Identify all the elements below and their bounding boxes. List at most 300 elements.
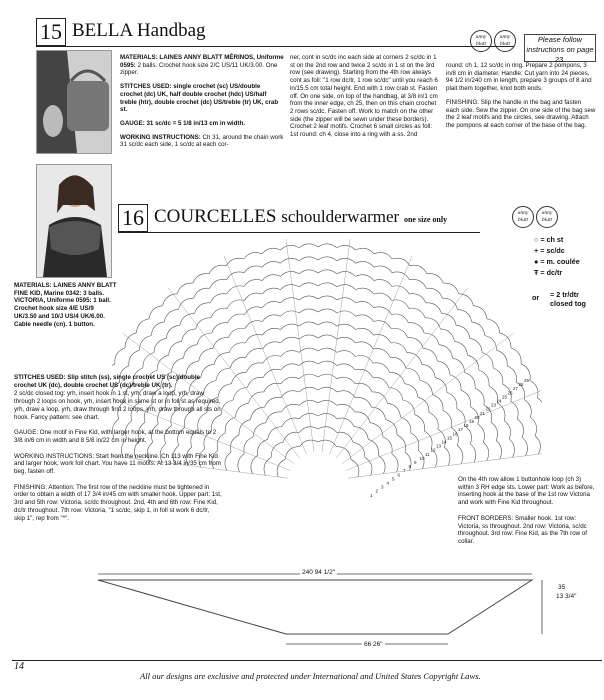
chart-scallop xyxy=(391,314,408,323)
pattern-number-16: 16 xyxy=(118,204,148,232)
chart-scallop xyxy=(149,306,163,319)
chart-scallop xyxy=(337,391,355,398)
chart-scallop xyxy=(154,338,166,352)
size-schematic xyxy=(92,570,604,652)
chart-scallop xyxy=(318,400,337,405)
chart-scallop xyxy=(356,315,374,322)
courcelles-gauge: GAUGE: One motif in Fine Kid, with larger hook, at the bottom equals to 2 3/8 in/6 cm in width and 8 5/8 in/22 cm in height. xyxy=(14,429,217,444)
chart-scallop xyxy=(355,397,372,407)
chart-scallop xyxy=(470,444,476,463)
chart-scallop xyxy=(318,322,337,326)
chart-scallop xyxy=(318,296,337,300)
chart-scallop xyxy=(390,357,406,368)
chart-scallop xyxy=(475,388,484,405)
schematic-height-in: 13 3/4" xyxy=(556,593,577,600)
chart-scallop xyxy=(318,387,337,392)
chart-scallop xyxy=(504,421,510,439)
chart-scallop xyxy=(405,384,418,398)
chart-scallop xyxy=(281,377,299,384)
chart-scallop xyxy=(500,333,511,348)
chart-scallop xyxy=(318,374,337,379)
chart-scallop xyxy=(354,427,368,440)
chart-scallop xyxy=(407,353,422,365)
chart-scallop xyxy=(253,423,266,437)
bella-column-3 xyxy=(446,62,596,130)
chart-scallop xyxy=(410,279,427,288)
chart-row-number: 8 xyxy=(408,464,412,470)
chart-scallop xyxy=(139,336,151,351)
chart-scallop xyxy=(433,395,444,411)
bella-finishing: FINISHING: Slip the handle in the bag and fasten each side. Sew the zipper. On one side of the bag sew the 2 leaf motifs and the circles, see drawing. Attach the pompons at each corner of the base of the bag. xyxy=(446,98,596,129)
chart-scallop xyxy=(280,258,299,263)
chart-scallop xyxy=(391,343,407,353)
bella-materials-label: MATERIALS: LAINES ANNY BLATT MÉRINOS, Uniforme 0595: xyxy=(120,54,284,69)
chart-row-number: 28 xyxy=(518,382,524,388)
chart-scallop xyxy=(496,441,501,460)
chart-scallop xyxy=(530,381,538,398)
legend-closed-tog: = 2 tr/dtr closed tog xyxy=(550,290,586,308)
chart-scallop xyxy=(411,433,419,450)
chart-scallop xyxy=(299,374,318,379)
chart-scallop xyxy=(318,244,337,248)
chart-scallop xyxy=(143,353,154,368)
schematic-bottom-width: 66 26" xyxy=(364,641,383,648)
chart-scallop xyxy=(337,311,356,316)
chart-scallop xyxy=(196,318,211,329)
chart-scallop xyxy=(318,348,337,352)
chart-row-number: 19 xyxy=(469,419,475,424)
chart-motif-line xyxy=(322,239,350,452)
pattern-number-15: 15 xyxy=(36,18,66,46)
courcelles-left-column xyxy=(14,282,118,328)
chart-scallop xyxy=(356,261,374,267)
chart-scallop xyxy=(282,418,299,427)
chart-scallop xyxy=(213,338,229,349)
chart-scallop xyxy=(318,309,337,313)
chart-scallop xyxy=(246,349,263,358)
chart-scallop xyxy=(374,335,391,343)
chart-scallop xyxy=(280,245,299,250)
chart-scallop xyxy=(337,324,356,329)
chart-scallop xyxy=(163,294,178,306)
bella-working-text: Ch 31, around the chain work 31 sc/dc each side, 1 sc/dc at each cor- xyxy=(120,133,284,149)
chart-scallop xyxy=(299,309,318,313)
chart-scallop xyxy=(383,437,392,454)
chart-scallop xyxy=(401,417,411,433)
bella-col3-text: round: ch 1, 12 sc/dc in ring. Prepare 2 pompons, 3 in/8 cm in diameter. Handle: Cut yarn into 24 pieces, 94 1/2 in/240 cm in length, prepare 3 groups of 8 and plait them together, knot both ends. xyxy=(446,62,592,93)
chart-scallop xyxy=(371,407,385,420)
chart-scallop xyxy=(299,348,318,352)
chart-scallop xyxy=(209,265,226,273)
legend-dc: Ŧ = dc/tr xyxy=(534,268,563,277)
chart-scallop xyxy=(228,328,245,337)
page-number: 14 xyxy=(14,661,24,672)
chart-scallop xyxy=(164,309,178,322)
chart-scallop xyxy=(262,248,281,254)
chart-scallop xyxy=(374,252,392,259)
chart-scallop xyxy=(487,319,500,333)
chart-scallop xyxy=(337,404,355,412)
chart-scallop xyxy=(262,301,280,307)
chart-scallop xyxy=(262,288,280,294)
chart-scallop xyxy=(374,307,392,315)
chart-scallop xyxy=(459,294,474,306)
chart-scallop xyxy=(355,342,373,349)
chart-row-number: 25 xyxy=(502,394,508,400)
chart-scallop xyxy=(374,293,392,300)
chart-scallop xyxy=(470,338,482,352)
chart-row-number: 22 xyxy=(485,406,491,412)
chart-scallop xyxy=(409,308,425,318)
chart-scallop xyxy=(250,407,264,420)
chart-row-number: 17 xyxy=(458,427,464,433)
chart-scallop xyxy=(479,370,489,386)
chart-scallop xyxy=(337,351,355,357)
chart-scallop xyxy=(337,432,353,442)
chart-scallop xyxy=(337,337,356,343)
chart-row-number: 21 xyxy=(480,410,486,416)
chart-scallop xyxy=(390,372,405,383)
chart-row-number: 5 xyxy=(392,476,395,482)
chart-scallop xyxy=(410,265,427,273)
chart-scallop xyxy=(444,447,450,466)
chart-row-number: 4 xyxy=(386,480,390,486)
chart-scallop xyxy=(281,285,300,290)
chart-scallop xyxy=(473,306,487,319)
chart-row-number: 13 xyxy=(436,443,442,449)
chart-scallop xyxy=(493,368,503,384)
chart-scallop xyxy=(262,261,280,267)
chart-scallop xyxy=(392,272,410,280)
bella-column-2: ner, cont in sc/dc inc each side at corners 2 sc/dc in 1 st on the 2nd row and twice 2 sc/dc in 1 st on the 3rd row (see drawing). Starting from the 4th row always cont as foll: "1 row dc/tr, 1 row sc/dc" until you reach 6 in/15.5 cm total height. End with 1 row crab st. Fasten off. On one side, on top of the handbag, at 3/8 in/1 cm from the inner edge, ch 25, then on this chain crochet 2 rows sc/dc. Fasten off. Work to match on the other side (the zipper will be sewn under these borders). Crochet 2 leaf motifs. Crochet 6 small circles as foll: 1st round: ch 4, close into a ring with a ss. 2nd xyxy=(290,54,438,139)
chart-scallop xyxy=(425,318,440,329)
chart-scallop xyxy=(244,266,262,273)
chart-scallop xyxy=(491,422,498,440)
chart-scallop xyxy=(299,413,318,418)
chart-scallop xyxy=(440,329,454,342)
chart-scallop xyxy=(136,319,149,333)
chart-scallop xyxy=(337,298,356,303)
chart-row-number: 9 xyxy=(414,460,417,465)
chart-scallop xyxy=(281,337,300,343)
chart-scallop xyxy=(537,398,542,416)
chart-row-number: 11 xyxy=(425,451,430,457)
chart-scallop xyxy=(355,383,372,392)
chart-scallop xyxy=(408,338,424,349)
schematic-height-cm: 35 xyxy=(558,584,566,591)
chart-scallop xyxy=(318,427,337,433)
chart-scallop xyxy=(453,358,465,373)
chart-scallop xyxy=(443,283,459,294)
chart-scallop xyxy=(511,401,518,419)
chart-scallop xyxy=(318,335,337,339)
chart-scallop xyxy=(422,364,435,377)
chart-scallop xyxy=(483,442,488,461)
chart-scallop xyxy=(283,432,299,442)
chart-row-number: 12 xyxy=(430,447,436,453)
chart-scallop xyxy=(497,403,505,421)
chart-row-number: 10 xyxy=(419,455,425,461)
chart-scallop xyxy=(169,341,182,355)
legend-chain: ○ = ch st xyxy=(534,235,564,244)
chart-scallop xyxy=(246,363,263,372)
chart-scallop xyxy=(374,279,392,286)
chart-row-number: 18 xyxy=(463,423,469,429)
chart-scallop xyxy=(467,355,479,370)
courcelles-right-text: On the 4th row allow 1 buttonhole loop (ch 3) within 3 RH edge sts. Lower part: Work as before, inserting hook at the base of the 1st row Victoria and work with Fine Kid throughout. xyxy=(458,476,595,507)
chart-scallop xyxy=(530,417,536,435)
chart-scallop xyxy=(365,457,372,475)
chart-scallop xyxy=(182,329,196,342)
chart-scallop xyxy=(457,445,463,464)
legend-sc: + = sc/dc xyxy=(534,246,565,255)
chart-scallop xyxy=(337,245,356,250)
legend-slip: ● = m. coulée xyxy=(534,257,580,266)
chart-scallop xyxy=(199,348,213,361)
chart-scallop xyxy=(171,358,183,373)
bella-stitches: STITCHES USED: single crochet (sc) US/double crochet (dc) UK, half double crochet (hdc) US/half treble (htr), double crochet (dc) US/treble (tr) UK, crab st. xyxy=(120,83,279,114)
chart-scallop xyxy=(337,285,356,290)
chart-scallop xyxy=(230,357,246,368)
chart-scallop xyxy=(389,388,403,401)
chart-scallop xyxy=(472,322,485,336)
chart-scallop xyxy=(299,387,318,392)
chart-scallop xyxy=(281,404,299,412)
chart-scallop xyxy=(318,413,337,418)
chart-scallop xyxy=(299,400,318,405)
chart-scallop xyxy=(262,275,280,281)
chart-scallop xyxy=(299,427,318,433)
chart-scallop xyxy=(465,426,472,444)
chart-motif-line xyxy=(286,239,314,452)
chart-scallop xyxy=(511,348,521,364)
chart-row-number: 6 xyxy=(397,472,401,478)
title-schoulderwarmer: schoulderwarmer xyxy=(281,207,400,226)
chart-scallop xyxy=(373,377,389,387)
chart-scallop xyxy=(244,293,262,300)
chart-scallop xyxy=(299,335,318,339)
chart-scallop xyxy=(368,439,378,455)
chart-scallop xyxy=(465,373,476,389)
bella-working-label: WORKING INSTRUCTIONS: xyxy=(120,133,201,141)
chart-scallop xyxy=(281,364,299,370)
chart-scallop xyxy=(281,391,299,398)
chart-scallop xyxy=(406,368,420,381)
chart-scallop xyxy=(392,454,398,472)
chart-row-number: 7 xyxy=(403,468,406,474)
chart-scallop xyxy=(265,397,282,407)
chart-scallop xyxy=(195,303,211,314)
chart-scallop xyxy=(226,258,244,266)
copyright-notice: All our designs are exclusive and protected under International and United States Copyright Laws. xyxy=(140,671,481,681)
chart-scallop xyxy=(337,418,354,427)
courcelles-right-column xyxy=(458,476,598,546)
chart-row-number: 1 xyxy=(370,492,373,498)
chart-scallop xyxy=(522,437,527,456)
chart-scallop xyxy=(299,283,318,287)
chart-scallop xyxy=(337,377,355,384)
chart-scallop xyxy=(281,324,300,329)
chart-scallop xyxy=(447,392,457,408)
chart-scallop xyxy=(456,325,470,338)
chart-row-number: 2 xyxy=(375,488,379,494)
chart-scallop xyxy=(507,366,516,383)
chart-scallop xyxy=(535,436,540,455)
chart-scallop xyxy=(210,279,227,288)
chart-scallop xyxy=(125,333,136,348)
chart-motif-line xyxy=(342,334,513,464)
chart-scallop xyxy=(318,440,337,447)
chart-scallop xyxy=(263,342,281,349)
chart-scallop xyxy=(356,248,375,254)
anny-blatt-seal: anny blatt xyxy=(536,206,558,228)
schematic-top-width: 240 94 1/2" xyxy=(302,569,336,576)
chart-scallop xyxy=(443,411,452,428)
chart-scallop xyxy=(337,364,355,370)
chart-scallop xyxy=(244,279,262,286)
chart-scallop xyxy=(299,296,318,300)
chart-scallop xyxy=(461,390,471,407)
chart-scallop xyxy=(264,383,281,392)
chart-scallop xyxy=(247,377,263,387)
chart-scallop xyxy=(318,270,337,274)
chart-scallop xyxy=(233,388,247,401)
chart-row-number: 20 xyxy=(474,414,480,420)
chart-scallop xyxy=(424,431,432,449)
chart-scallop xyxy=(231,372,246,383)
chart-scallop xyxy=(212,323,228,333)
chart-scallop xyxy=(299,244,318,248)
chart-scallop xyxy=(353,442,365,457)
stitch-legend xyxy=(534,234,600,278)
courcelles-materials: MATERIALS: LAINES ANNY BLATT FINE KID, Marine 0342: 3 balls. VICTORIA, Uniforme 0595: 1 ball. Crochet hook size 4/E US/9 UK/3.50 and 10/J US/4 UK/6.00. Cable needle (cn). 1 button. xyxy=(14,282,117,328)
chart-scallop xyxy=(391,328,408,337)
chart-motif-line xyxy=(330,256,413,454)
courcelles-finishing: FINISHING: Attention: The first row of the neckline must be tightened in order to obtain a width of 17 3/4 in/45 cm with smaller hook. Upper part: 1st, 3rd and 5th row: Victoria, sc/dc throughout. 2nd, 4th and 6th row: Fine Kid, dc/tr throughout. 7th row: Victoria, "1 sc/dc, skip 1, in foll st work 6 dc/tr, skip 1", rep from "*". xyxy=(14,483,222,522)
chart-scallop xyxy=(210,294,227,303)
courcelles-stitches-block xyxy=(14,374,222,522)
model-photo-art xyxy=(37,165,111,277)
chart-scallop xyxy=(263,369,281,377)
legend-or: or xyxy=(532,293,540,302)
chart-scallop xyxy=(194,288,210,298)
chart-scallop xyxy=(517,419,523,437)
chart-scallop xyxy=(458,309,472,322)
chart-row-number: 16 xyxy=(452,431,458,437)
anny-blatt-seal: anny blatt xyxy=(470,30,492,52)
chart-scallop xyxy=(281,298,300,303)
chart-scallop xyxy=(373,363,390,372)
chart-scallop xyxy=(387,403,400,417)
chart-scallop xyxy=(177,283,193,294)
chart-scallop xyxy=(355,328,373,335)
chart-scallop xyxy=(263,328,281,335)
chart-scallop xyxy=(378,455,385,473)
chart-scallop xyxy=(299,270,318,274)
chart-scallop xyxy=(228,314,245,323)
chart-scallop xyxy=(268,427,282,440)
chart-scallop xyxy=(356,275,374,281)
chart-scallop xyxy=(281,311,300,316)
chart-row-number: 27 xyxy=(513,386,519,392)
chart-scallop xyxy=(485,336,497,351)
chart-scallop xyxy=(403,400,415,415)
courcelles-front-borders: FRONT BORDERS: Smaller hook. 1st row: Victoria, ss throughout. 2nd row: Victoria, sc/dc throughout. 3rd row: Fine Kid, as the 7th row of collar. xyxy=(458,514,587,545)
courcelles-closed-tog: 2 sc/dc closed tog: yrh, insert hook in 1 st, yrh, draw a loop, yrh, draw through 2 loops on hook, yrh, insert hook in same st or in foll st as required, yrh, draw a loop, yrh, draw through first 2 loops, yrh, draw through all sts on hook. Fancy pattern: see chart. xyxy=(14,390,221,421)
chart-scallop xyxy=(281,351,299,357)
chart-scallop xyxy=(318,257,337,261)
chart-scallop xyxy=(423,348,437,361)
chart-row-number: 26 xyxy=(507,390,513,396)
chart-scallop xyxy=(409,294,426,303)
chart-motif-line xyxy=(336,288,467,458)
chart-scallop xyxy=(157,355,169,370)
chart-scallop xyxy=(115,348,125,364)
chart-scallop xyxy=(397,435,406,452)
chart-scallop xyxy=(186,361,199,375)
title-courcelles: COURCELLES xyxy=(154,206,277,227)
chart-scallop xyxy=(524,400,531,418)
chart-scallop xyxy=(427,274,443,284)
chart-scallop xyxy=(244,437,253,454)
chart-scallop xyxy=(225,452,231,471)
chart-scallop xyxy=(392,258,410,266)
header-rule xyxy=(36,46,514,47)
chart-scallop xyxy=(355,369,373,377)
chart-motif-line xyxy=(346,389,542,470)
anny-blatt-seal: anny blatt xyxy=(494,30,516,52)
chart-scallop xyxy=(374,266,392,273)
chart-scallop xyxy=(356,301,374,307)
chart-row-number: 23 xyxy=(491,402,497,408)
bella-column-1 xyxy=(120,54,284,149)
chart-scallop xyxy=(299,322,318,326)
chart-scallop xyxy=(392,286,409,294)
chart-row-number: 29 xyxy=(524,378,530,383)
size-label: one size only xyxy=(403,215,448,224)
see-instructions-note: Please follow instructions on page 23. xyxy=(524,34,596,62)
chart-scallop xyxy=(509,439,514,458)
chart-scallop xyxy=(370,423,383,437)
chart-scallop xyxy=(426,288,442,298)
chart-scallop xyxy=(251,455,258,473)
chart-scallop xyxy=(244,252,262,259)
chart-scallop xyxy=(227,286,244,294)
chart-scallop xyxy=(318,283,337,287)
chart-scallop xyxy=(236,403,249,417)
chart-scallop xyxy=(151,322,164,336)
pattern-title-courcelles xyxy=(154,206,447,228)
courcelles-working: WORKING INSTRUCTIONS: Start from the neckline. Ch 113 with Fine Kid and larger hook, work foll chart. You have 11 motifs. At 13 3/4 in/35 cm from beg, fasten off. xyxy=(14,452,221,476)
chart-row-number: 14 xyxy=(441,439,447,445)
chart-scallop xyxy=(299,257,318,261)
chart-scallop xyxy=(426,303,442,314)
chart-motif-line xyxy=(224,256,307,454)
chart-scallop xyxy=(373,349,390,358)
chart-scallop xyxy=(227,300,244,308)
courcelles-stitches: STITCHES USED: Slip stitch (ss), single crochet US (sc)/double crochet UK (dc), double crochet US (dc)/treble UK (tr). xyxy=(14,374,200,389)
chart-scallop xyxy=(257,439,267,455)
chart-scallop xyxy=(221,400,233,415)
chart-scallop xyxy=(214,353,229,365)
bella-handbag-photo xyxy=(36,50,112,154)
chart-scallop xyxy=(225,417,235,433)
chart-scallop xyxy=(166,325,180,338)
chart-scallop xyxy=(497,350,508,366)
chart-scallop xyxy=(239,420,250,435)
chart-scallop xyxy=(238,454,244,472)
chart-scallop xyxy=(408,323,424,333)
